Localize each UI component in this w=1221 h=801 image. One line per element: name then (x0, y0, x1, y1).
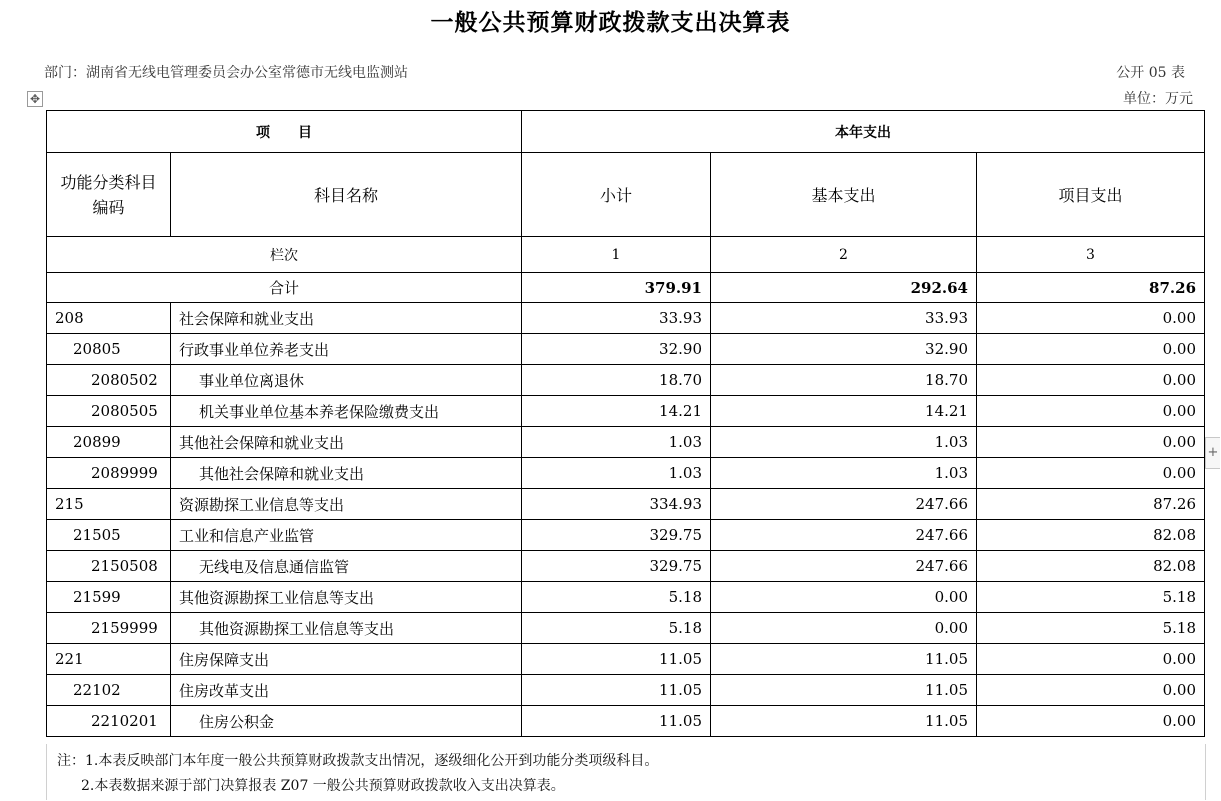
row-code: 2150508 (47, 551, 171, 582)
header-project: 项目支出 (977, 153, 1205, 237)
row-basic: 32.90 (711, 334, 977, 365)
notes (46, 744, 1206, 800)
total-project: 87.26 (977, 273, 1205, 303)
row-subtotal: 5.18 (522, 613, 711, 644)
unit-label: 单位：万元 (1123, 91, 1193, 107)
row-code: 21599 (47, 582, 171, 613)
table-row (47, 303, 1205, 334)
table-row (47, 334, 1205, 365)
row-project: 0.00 (977, 675, 1205, 706)
row-project: 0.00 (977, 396, 1205, 427)
row-subtotal: 33.93 (522, 303, 711, 334)
header-col2: 2 (711, 237, 977, 273)
row-code: 215 (47, 489, 171, 520)
row-project: 0.00 (977, 365, 1205, 396)
expenditure-table (46, 110, 1205, 737)
row-code: 2080505 (47, 396, 171, 427)
row-basic: 247.66 (711, 489, 977, 520)
table-row (47, 582, 1205, 613)
row-basic: 0.00 (711, 582, 977, 613)
row-name: 无线电及信息通信监管 (171, 551, 522, 582)
row-name: 社会保障和就业支出 (171, 303, 522, 334)
row-basic: 1.03 (711, 427, 977, 458)
row-project: 0.00 (977, 334, 1205, 365)
row-basic: 33.93 (711, 303, 977, 334)
row-code: 2089999 (47, 458, 171, 489)
row-subtotal: 18.70 (522, 365, 711, 396)
header-item: 项 目 (47, 111, 522, 153)
row-basic: 1.03 (711, 458, 977, 489)
header-basic: 基本支出 (711, 153, 977, 237)
row-name: 工业和信息产业监管 (171, 520, 522, 551)
row-project: 5.18 (977, 582, 1205, 613)
header-subtotal: 小计 (522, 153, 711, 237)
row-subtotal: 1.03 (522, 458, 711, 489)
row-basic: 11.05 (711, 644, 977, 675)
row-subtotal: 32.90 (522, 334, 711, 365)
row-name: 其他资源勘探工业信息等支出 (171, 613, 522, 644)
row-name: 其他社会保障和就业支出 (171, 458, 522, 489)
table-row (47, 551, 1205, 582)
row-project: 82.08 (977, 551, 1205, 582)
row-code: 2159999 (47, 613, 171, 644)
row-code: 20899 (47, 427, 171, 458)
note-2: 2.本表数据来源于部门决算报表 Z07 一般公共预算财政拨款收入支出决算表。 (81, 778, 565, 794)
row-basic: 247.66 (711, 520, 977, 551)
header-code: 功能分类科目编码 (47, 153, 171, 237)
row-code: 221 (47, 644, 171, 675)
row-basic: 18.70 (711, 365, 977, 396)
row-subtotal: 11.05 (522, 675, 711, 706)
total-basic: 292.64 (711, 273, 977, 303)
row-project: 0.00 (977, 458, 1205, 489)
table-row (47, 458, 1205, 489)
department-label: 部门：湖南省无线电管理委员会办公室常德市无线电监测站 (44, 65, 408, 81)
row-subtotal: 11.05 (522, 644, 711, 675)
header-name: 科目名称 (171, 153, 522, 237)
total-label: 合计 (47, 273, 522, 303)
header-col3: 3 (977, 237, 1205, 273)
header-this-year: 本年支出 (522, 111, 1205, 153)
table-row (47, 365, 1205, 396)
row-code: 208 (47, 303, 171, 334)
row-code: 22102 (47, 675, 171, 706)
row-subtotal: 329.75 (522, 551, 711, 582)
row-project: 5.18 (977, 613, 1205, 644)
table-row (47, 675, 1205, 706)
row-subtotal: 329.75 (522, 520, 711, 551)
row-name: 其他社会保障和就业支出 (171, 427, 522, 458)
row-name: 住房保障支出 (171, 644, 522, 675)
row-subtotal: 14.21 (522, 396, 711, 427)
row-code: 20805 (47, 334, 171, 365)
header-row-index (47, 237, 1205, 273)
row-code: 2080502 (47, 365, 171, 396)
row-basic: 11.05 (711, 706, 977, 737)
move-cross-icon[interactable]: ✥ (27, 91, 43, 107)
row-name: 住房改革支出 (171, 675, 522, 706)
row-subtotal: 1.03 (522, 427, 711, 458)
row-project: 82.08 (977, 520, 1205, 551)
row-name: 其他资源勘探工业信息等支出 (171, 582, 522, 613)
table-row (47, 706, 1205, 737)
row-basic: 14.21 (711, 396, 977, 427)
table-row (47, 644, 1205, 675)
row-name: 机关事业单位基本养老保险缴费支出 (171, 396, 522, 427)
table-row (47, 427, 1205, 458)
header-col1: 1 (522, 237, 711, 273)
note-1: 注：1.本表反映部门本年度一般公共预算财政拨款支出情况，逐级细化公开到功能分类项级科目。 (57, 753, 659, 769)
total-subtotal: 379.91 (522, 273, 711, 303)
table-number: 公开 05 表 (1116, 65, 1185, 81)
row-subtotal: 334.93 (522, 489, 711, 520)
page-title: 一般公共预算财政拨款支出决算表 (430, 10, 791, 36)
table-row (47, 613, 1205, 644)
header-row-columns (47, 153, 1205, 237)
row-code: 21505 (47, 520, 171, 551)
row-name: 资源勘探工业信息等支出 (171, 489, 522, 520)
plus-icon[interactable]: + (1205, 437, 1220, 469)
row-project: 87.26 (977, 489, 1205, 520)
row-project: 0.00 (977, 644, 1205, 675)
header-col-index-label: 栏次 (47, 237, 522, 273)
row-subtotal: 5.18 (522, 582, 711, 613)
row-basic: 0.00 (711, 613, 977, 644)
row-name: 住房公积金 (171, 706, 522, 737)
row-basic: 247.66 (711, 551, 977, 582)
row-subtotal: 11.05 (522, 706, 711, 737)
row-code: 2210201 (47, 706, 171, 737)
table-row (47, 396, 1205, 427)
row-name: 行政事业单位养老支出 (171, 334, 522, 365)
row-basic: 11.05 (711, 675, 977, 706)
row-project: 0.00 (977, 427, 1205, 458)
row-project: 0.00 (977, 706, 1205, 737)
table-row (47, 489, 1205, 520)
header-row-top (47, 111, 1205, 153)
total-row (47, 273, 1205, 303)
row-name: 事业单位离退休 (171, 365, 522, 396)
table-row (47, 520, 1205, 551)
row-project: 0.00 (977, 303, 1205, 334)
